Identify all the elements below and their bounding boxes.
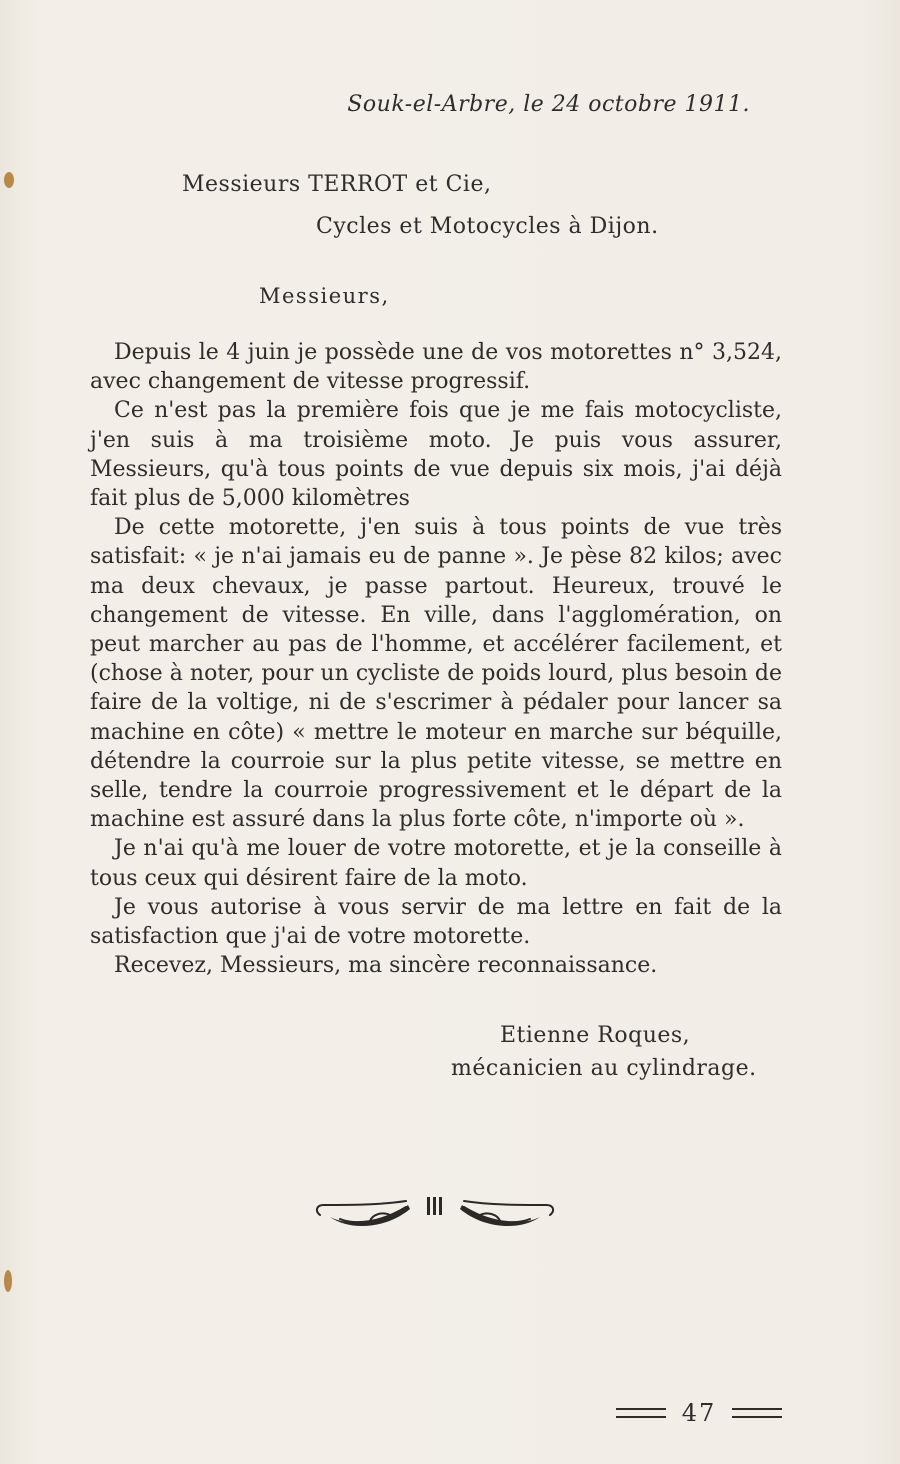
paragraph: Je n'ai qu'à me louer de votre motorette, et je la conseille à tous ceux qui désirent faire de la moto. [90, 836, 782, 891]
paper-stain [4, 1270, 12, 1292]
letter-body [90, 338, 782, 980]
page-number [616, 1398, 782, 1428]
dateline: Souk-el-Arbre, le 24 octobre 1911. [347, 92, 750, 117]
signature-title: mécanicien au cylindrage. [451, 1056, 757, 1081]
paragraph: Recevez, Messieurs, ma sincère reconnaissance. [114, 953, 658, 979]
salutation: Messieurs, [259, 284, 390, 308]
addressee-line-2: Cycles et Motocycles à Dijon. [316, 214, 659, 239]
page-number-text: 47 [681, 1399, 717, 1427]
addressee-line-1: Messieurs TERROT et Cie, [182, 172, 492, 197]
scroll-ornament-icon [310, 1193, 560, 1233]
paragraph: Je vous autorise à vous servir de ma lettre en fait de la satisfaction que j'ai de votre motorette. [90, 894, 782, 950]
paragraph: De cette motorette, j'en suis à tous points de vue très satisfait: « je n'ai jamais eu de panne ». Je pèse 82 kilos; avec ma deux chevaux, je passe partout. Heureux, trouvé le changement de vitesse. En ville, dans l'agglomération, on peut marcher au pas de l'homme, et accélérer facilement, et (chose à noter, pour un cycliste de poids lourd, plus besoin de faire de la voltige, ni de s'escrimer à pédaler pour lancer sa machine en côte) « mettre le moteur en marche sur béquille, détendre la courroie sur la plus petite vitesse, se mettre en selle, tendre la courroie progressivement et le départ de la machine est assuré dans la plus forte côte, n'importe où ». [90, 515, 782, 833]
paragraph: Ce n'est pas la première fois que je me fais motocycliste, j'en suis à ma troisième moto. Je puis vous assurer, Messieurs, qu'à tous points de vue depuis six mois, j'ai déjà fait plus de 5,000 kilomètres [90, 398, 782, 512]
paragraph: Depuis le 4 juin je possède une de vos motorettes n° 3,524, avec changement de vitesse progressif. [90, 340, 782, 395]
signature-name: Etienne Roques, [500, 1023, 691, 1048]
folio-rule-left [616, 1408, 666, 1418]
paper-stain [4, 172, 14, 188]
folio-rule-right [732, 1408, 782, 1418]
